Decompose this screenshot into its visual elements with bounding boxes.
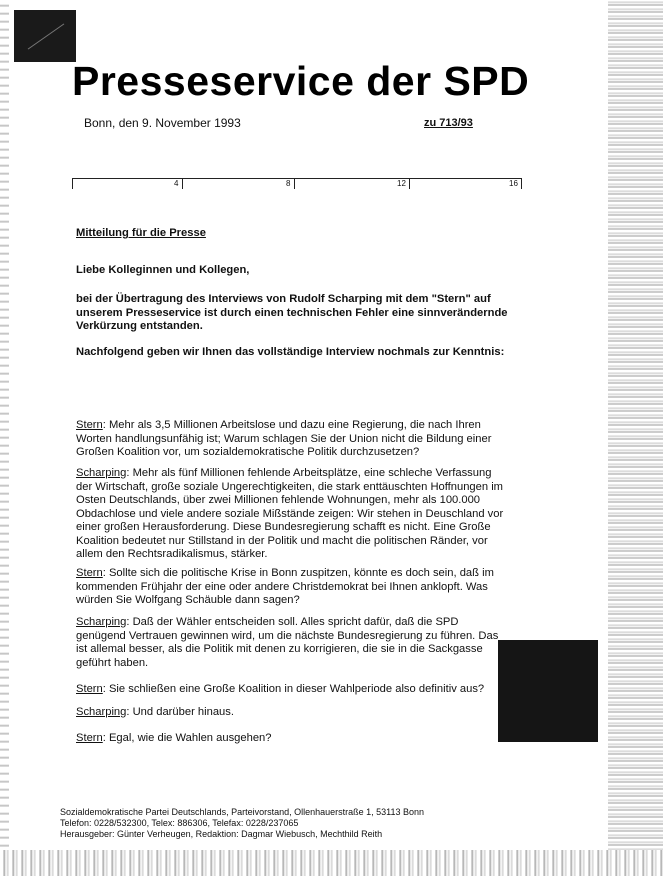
speaker-label: Stern [76,683,103,695]
speaker-label: Scharping [76,706,127,718]
speaker-label: Scharping [76,467,127,479]
interview-text: : Und darüber hinaus. [126,706,234,718]
scan-edge-bottom [0,850,663,876]
interview-text: : Mehr als fünf Millionen fehlende Arbeitsplätze, eine schleche Verfassung der Wirtschaft, große soziale Ungerechtigkeiten, die stark enttäuschten Hoffnungen im Osten Deutschlands, über zwei Millionen fehlende Wohnungen, mehr als 100.000 Obdachlose und viele andere soziale Mißstände zeigen: Wir stehen in Deuschland vor einer großen Herausforderung. Diese Bundesregierung schafft es nicht. Eine Große Koalition bedeutet nur Stillstand in der Politik und macht die politischen Ränder, vor allem den Rechtsradikalismus, stärker. [76,467,504,560]
salutation: Liebe Kolleginnen und Kollegen, [76,264,250,276]
ruler-tick-end [521,179,522,189]
dateline: Bonn, den 9. November 1993 [84,116,241,130]
ruler-mark: 16 [509,179,518,188]
footer-address: Sozialdemokratische Partei Deutschlands, Parteivorstand, Ollenhauerstraße 1, 53113 Bonn [60,807,425,817]
announcement-heading: Mitteilung für die Presse [76,227,206,239]
scan-edge-left [0,0,9,876]
ruler-mark: 8 [286,179,291,188]
interview-answer [76,616,500,670]
interview-answer [76,467,508,562]
interview-question [76,683,506,697]
interview-text: : Egal, wie die Wahlen ausgehen? [102,732,272,744]
footer-contact: Telefon: 0228/532300, Telex: 886306, Telefax: 0228/237065 [60,818,299,828]
scan-corner-mark [14,10,76,62]
speaker-label: Stern [76,732,103,744]
speaker-label: Stern [76,567,103,579]
interview-text: : Mehr als 3,5 Millionen Arbeitslose und dazu eine Regierung, die nach Ihren Worten handlungsunfähig ist; Warum schlagen Sie der Union nicht die Bildung einer Großen Koalition vor, um sozialdemokratische Politik durchzusetzen? [76,419,492,458]
interview-question [76,419,506,460]
reference-number: zu 713/93 [424,117,473,129]
speaker-label: Scharping [76,616,127,628]
ruler-mark: 12 [397,179,406,188]
interview-text: : Sollte sich die politische Krise in Bonn zuspitzen, könnte es doch sein, daß im kommenden Frühjahr der eine oder andere Christdemokrat bei Ihnen anklopft. Was würden Sie Wolfgang Schäuble dann sagen? [76,567,494,606]
ruler-tick [182,179,183,189]
speaker-label: Stern [76,419,103,431]
interview-text: : Daß der Wähler entscheiden soll. Alles spricht dafür, daß die SPD genügend Vertrauen gewinnen wird, um die nächste Bundesregierung zu führen. Das ist allemal besser, als die Politik mit denen zu korrigieren, die sie in die Sackgasse geführt haben. [76,616,499,669]
ruler [72,178,522,193]
ruler-tick [294,179,295,189]
scan-edge-right-inner [596,0,608,876]
ruler-mark: 4 [174,179,179,188]
scan-dark-block [498,640,598,742]
intro-paragraph: bei der Übertragung des Interviews von Rudolf Scharping mit dem "Stern" auf unserem Presseservice ist durch einen technischen Fehler eine sinnverändernde Verkürzung entstanden. [76,293,508,332]
interview-question [76,567,506,608]
followup-paragraph: Nachfolgend geben wir Ihnen das vollständige Interview nochmals zur Kenntnis: [76,346,505,358]
ruler-tick [409,179,410,189]
footer-publisher: Herausgeber: Günter Verheugen, Redaktion: Dagmar Wiebusch, Mechthild Reith [60,829,383,839]
ruler-tick-start [72,179,73,189]
masthead-title: Presseservice der SPD [72,58,530,104]
interview-question [76,732,506,746]
interview-answer [76,706,506,720]
interview-text: : Sie schließen eine Große Koalition in dieser Wahlperiode also definitiv aus? [102,683,485,695]
